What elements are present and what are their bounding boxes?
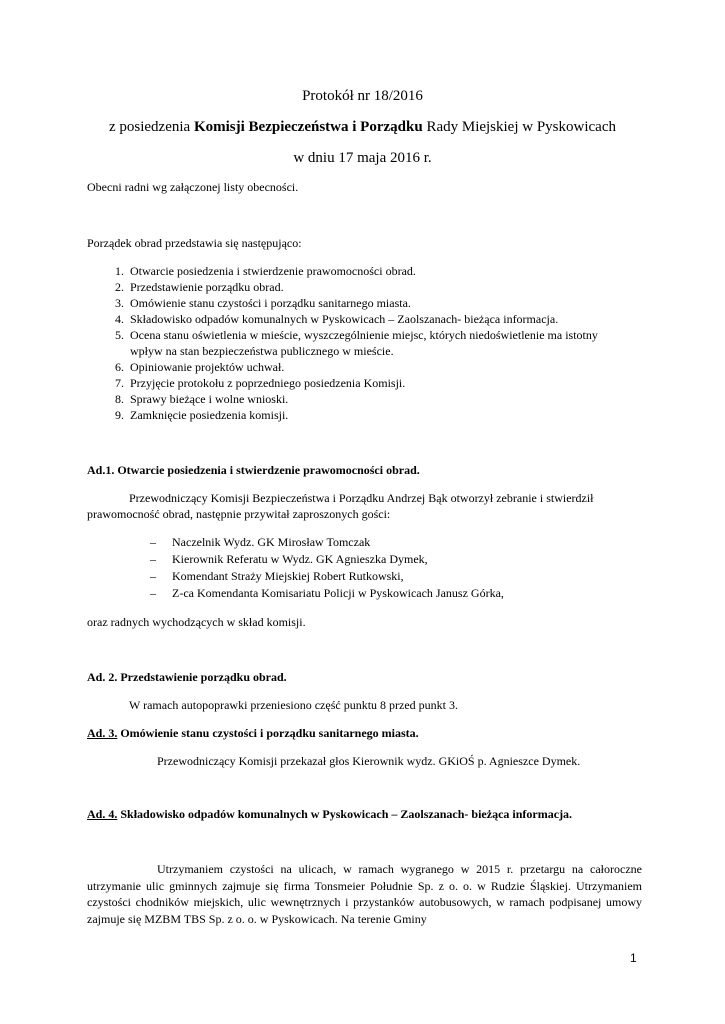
ad3-title: Omówienie stanu czystości i porządku sanitarnego miasta. — [117, 726, 419, 740]
section-heading-ad4 — [87, 806, 572, 822]
page-number: 1 — [630, 951, 637, 965]
section-heading-ad2: Ad. 2. Przedstawienie porządku obrad. — [87, 670, 287, 684]
document-subtitle — [0, 118, 725, 136]
section-heading-ad1: Ad.1. Otwarcie posiedzenia i stwierdzenie prawomocności obrad. — [87, 463, 420, 477]
ad2-text: W ramach autopoprawki przeniesiono część punktu 8 przed punkt 3. — [129, 698, 459, 712]
ad1-closing: oraz radnych wychodzących w skład komisji. — [87, 615, 306, 629]
ad4-label: Ad. 4. — [87, 807, 118, 821]
document-title: Protokół nr 18/2016 — [302, 88, 423, 104]
section-heading-ad3 — [87, 725, 419, 741]
ad1-paragraph-line1: Przewodniczący Komisji Bezpieczeństwa i Porządku Andrzej Bąk otworzył zebranie i stwierdził — [129, 491, 594, 505]
meeting-date: w dniu 17 maja 2016 r. — [293, 150, 432, 166]
subtitle-prefix: z posiedzenia — [108, 119, 194, 135]
ad3-text: Przewodniczący Komisji przekazał głos Kierownik wydz. GKiOŚ p. Agnieszce Dymek. — [157, 754, 581, 768]
committee-name: Komisji Bezpieczeństwa i Porządku — [193, 119, 423, 135]
ad4-title: Składowisko odpadów komunalnych w Pyskowicach – Zaolszanach- bieżąca informacja. — [117, 807, 573, 821]
agenda-intro: Porządek obrad przedstawia się następująco: — [87, 236, 302, 250]
ad4-paragraph: Utrzymaniem czystości na ulicach, w ramach wygranego w 2015 r. przetargu na całoroczne utrzymanie ulic gminnych zajmuje się firma Tonsmeier Południe Sp. z o. o. w Rudzie Śląskiej. Utrzymaniem czystości chodników miejskich, ulic wewnętrznych i przystanków autobusowych, w ramach podpisanej umowy zajmuje się MZBM TBS Sp. z o. o. w Pyskowicach. Na terenie Gminy — [87, 862, 642, 926]
attendance-note: Obecni radni wg załączonej listy obecności. — [87, 180, 299, 194]
ad1-paragraph-line2: prawomocność obrad, następnie przywitał zaproszonych gości: — [87, 507, 391, 521]
subtitle-suffix: Rady Miejskiej w Pyskowicach — [422, 119, 616, 135]
ad3-label: Ad. 3. — [87, 726, 118, 740]
